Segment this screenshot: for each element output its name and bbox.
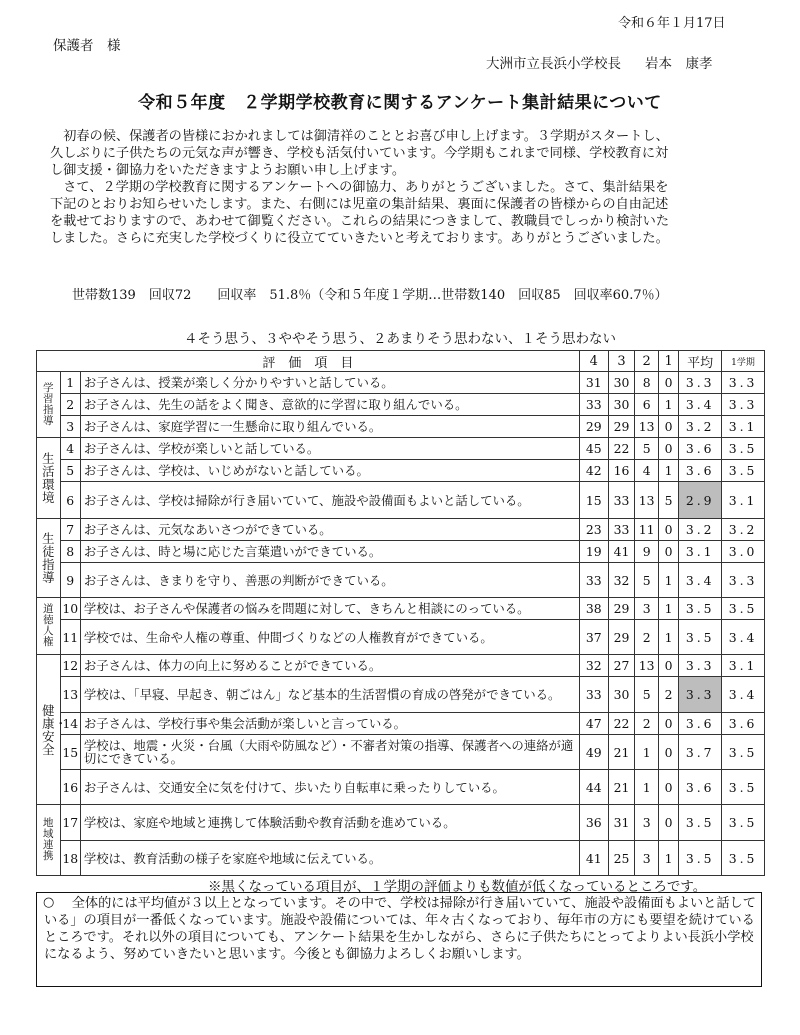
count-3: 29 (608, 598, 635, 620)
count-4: 41 (579, 841, 608, 876)
item-text: お子さんは、元気なあいさつができている。 (80, 519, 579, 541)
header-3: 3 (608, 351, 635, 372)
header-item: 評 価 項 目 (37, 351, 580, 372)
count-4: 47 (579, 713, 608, 735)
first-term-score: 3.5 (722, 841, 765, 876)
intro-line: 久しぶりに子供たちの元気な声が響き、学校も活気付いています。今学期もこれまで同様、学校教育に対 (50, 146, 669, 161)
average-score: 3.3 (679, 372, 722, 394)
average-score: 3.3 (679, 655, 722, 677)
table-row (37, 416, 765, 438)
count-3: 21 (608, 770, 635, 805)
item-number: 10 (60, 598, 80, 620)
rating-scale-legend: ４そう思う、３ややそう思う、２あまりそう思わない、１そう思わない (184, 331, 616, 347)
document-title: 令和５年度 ２学期学校教育に関するアンケート集計結果について (138, 93, 662, 113)
category-label: 健康・安全 (42, 702, 67, 757)
average-score: 3.3 (679, 677, 722, 713)
table-row (37, 655, 765, 677)
intro-line: しました。さらに充実した学校づくりに役立てていきたいと考えております。ありがとうございました。 (50, 231, 669, 246)
count-1: 5 (658, 482, 678, 519)
count-4: 38 (579, 598, 608, 620)
header-1: 1 (658, 351, 678, 372)
item-text: お子さんは、きまりを守り、善悪の判断ができている。 (80, 563, 579, 598)
count-4: 29 (579, 416, 608, 438)
first-term-score: 3.0 (722, 541, 765, 563)
category-cell (37, 438, 61, 519)
table-row (37, 770, 765, 805)
count-1: 0 (658, 655, 678, 677)
count-2: 2 (635, 713, 659, 735)
item-text: 学校は、家庭や地域と連携して体験活動や教育活動を進めている。 (80, 805, 579, 841)
first-term-score: 3.1 (722, 655, 765, 677)
average-score: 3.5 (679, 841, 722, 876)
first-term-score: 3.4 (722, 677, 765, 713)
count-2: 5 (635, 563, 659, 598)
category-label: 地域連携 (43, 817, 54, 862)
item-number: 6 (60, 482, 80, 519)
item-text: お子さんは、学校は掃除が行き届いていて、施設や設備面もよいと話している。 (80, 482, 579, 519)
item-text: お子さんは、学校行事や集会活動が楽しいと言っている。 (80, 713, 579, 735)
count-2: 2 (635, 620, 659, 655)
intro-line: を載せておりますので、あわせて御覧ください。これらの結果につきまして、教職員でしっかり検討いた (50, 214, 670, 229)
first-term-score: 3.1 (722, 482, 765, 519)
header-4: 4 (579, 351, 608, 372)
count-1: 0 (658, 713, 678, 735)
count-4: 23 (579, 519, 608, 541)
header-2: 2 (635, 351, 659, 372)
item-text: 学校は、「早寝、早起き、朝ごはん」など基本的生活習慣の育成の啓発ができている。 (80, 677, 579, 713)
count-2: 3 (635, 841, 659, 876)
count-2: 13 (635, 416, 659, 438)
item-text: お子さんは、先生の話をよく聞き、意欲的に学習に取り組んでいる。 (80, 394, 579, 416)
count-1: 1 (658, 598, 678, 620)
count-4: 37 (579, 620, 608, 655)
survey-results-table (36, 350, 765, 876)
average-score: 3.6 (679, 438, 722, 460)
count-1: 0 (658, 416, 678, 438)
summary-bullet: ○ (43, 895, 55, 910)
average-score: 3.2 (679, 416, 722, 438)
count-2: 11 (635, 519, 659, 541)
count-3: 27 (608, 655, 635, 677)
count-4: 33 (579, 563, 608, 598)
item-number: 12 (60, 655, 80, 677)
count-1: 1 (658, 394, 678, 416)
count-3: 30 (608, 372, 635, 394)
summary-text: 全体的には平均値が３以上となっています。その中で、学校は掃除が行き届いていて、施設や設備面もよいと話している」の項目が一番低くなっています。施設や設備については、年々古くなっており、毎年市の方にも要望を続けているところです。それ以外の項目についても、アンケート結果を生かしながら、さらに子供たちにとってよりよい長浜小学校になるよう、努めていきたいと思います。今後とも御協力よろしくお願いします。 (44, 896, 756, 962)
first-term-score: 3.5 (722, 438, 765, 460)
count-1: 0 (658, 770, 678, 805)
count-3: 25 (608, 841, 635, 876)
count-2: 3 (635, 598, 659, 620)
first-term-score: 3.5 (722, 735, 765, 770)
item-number: 3 (60, 416, 80, 438)
item-text: お子さんは、体力の向上に努めることができている。 (80, 655, 579, 677)
count-3: 29 (608, 620, 635, 655)
count-4: 33 (579, 677, 608, 713)
count-1: 0 (658, 735, 678, 770)
sender-organization: 大洲市立長浜小学校長 (486, 56, 621, 72)
count-2: 13 (635, 482, 659, 519)
item-number: 1 (60, 372, 80, 394)
category-label: 学習指導 (43, 381, 54, 427)
average-score: 3.6 (679, 770, 722, 805)
count-2: 13 (635, 655, 659, 677)
count-3: 32 (608, 563, 635, 598)
first-term-score: 3.3 (722, 372, 765, 394)
average-score: 3.5 (679, 805, 722, 841)
count-4: 19 (579, 541, 608, 563)
category-label: 生徒指導 (42, 531, 55, 585)
count-1: 1 (658, 841, 678, 876)
table-row (37, 620, 765, 655)
count-3: 31 (608, 805, 635, 841)
average-score: 3.6 (679, 713, 722, 735)
average-score: 3.4 (679, 394, 722, 416)
count-4: 44 (579, 770, 608, 805)
first-term-score: 3.5 (722, 770, 765, 805)
intro-line: し御支援・御協力をいただきますようお願い申し上げます。 (50, 163, 406, 178)
category-cell (37, 519, 61, 598)
count-3: 33 (608, 482, 635, 519)
first-term-score: 3.4 (722, 620, 765, 655)
count-2: 1 (635, 735, 659, 770)
count-4: 32 (579, 655, 608, 677)
first-term-score: 3.2 (722, 519, 765, 541)
first-term-score: 3.3 (722, 394, 765, 416)
intro-text (50, 128, 750, 247)
count-3: 30 (608, 677, 635, 713)
count-4: 36 (579, 805, 608, 841)
count-4: 15 (579, 482, 608, 519)
table-row (37, 438, 765, 460)
average-score: 3.4 (679, 563, 722, 598)
count-2: 5 (635, 677, 659, 713)
first-term-score: 3.3 (722, 563, 765, 598)
count-1: 1 (658, 563, 678, 598)
item-number: 17 (60, 805, 80, 841)
item-text: お子さんは、家庭学習に一生懸命に取り組んでいる。 (80, 416, 579, 438)
item-number: 11 (60, 620, 80, 655)
category-cell (37, 598, 61, 655)
average-score: 3.2 (679, 519, 722, 541)
count-1: 0 (658, 805, 678, 841)
table-row (37, 394, 765, 416)
table-row (37, 841, 765, 876)
item-number: 9 (60, 563, 80, 598)
table-row (37, 713, 765, 735)
count-3: 30 (608, 394, 635, 416)
item-number: 4 (60, 438, 80, 460)
item-number: 15 (60, 735, 80, 770)
first-term-score: 3.5 (722, 598, 765, 620)
table-row (37, 805, 765, 841)
average-score: 3.6 (679, 460, 722, 482)
table-row (37, 372, 765, 394)
count-3: 22 (608, 438, 635, 460)
intro-line: 下記のとおりお知らせいたします。また、右側には児童の集計結果、裏面に保護者の皆様からの自由記述 (50, 197, 669, 212)
item-number: 13 (60, 677, 80, 713)
item-number: 7 (60, 519, 80, 541)
item-number: 8 (60, 541, 80, 563)
count-3: 16 (608, 460, 635, 482)
table-row (37, 541, 765, 563)
count-2: 8 (635, 372, 659, 394)
count-2: 9 (635, 541, 659, 563)
count-2: 1 (635, 770, 659, 805)
item-number: 2 (60, 394, 80, 416)
item-text: 学校は、地震・火災・台風（大雨や防風など）・不審者対策の指導、保護者への連絡が適切にできている。 (80, 735, 579, 770)
count-4: 31 (579, 372, 608, 394)
count-3: 29 (608, 416, 635, 438)
footnote: ※黒くなっている項目が、１学期の評価よりも数値が低くなっているところです。 (208, 879, 707, 895)
first-term-score: 3.5 (722, 805, 765, 841)
count-1: 1 (658, 460, 678, 482)
item-text: お子さんは、学校は、いじめがないと話している。 (80, 460, 579, 482)
recipient: 保護者 様 (53, 38, 121, 54)
sender (486, 52, 713, 72)
category-label: 生活環境 (42, 451, 55, 505)
table-row (37, 482, 765, 519)
count-4: 33 (579, 394, 608, 416)
count-3: 33 (608, 519, 635, 541)
average-score: 3.5 (679, 620, 722, 655)
item-text: 学校は、お子さんや保護者の悩みを問題に対して、きちんと相談にのっている。 (80, 598, 579, 620)
item-number: 14 (60, 713, 80, 735)
average-score: 3.5 (679, 598, 722, 620)
item-text: 学校は、教育活動の様子を家庭や地域に伝えている。 (80, 841, 579, 876)
count-2: 4 (635, 460, 659, 482)
count-1: 0 (658, 541, 678, 563)
table-row (37, 735, 765, 770)
table-header-row (37, 351, 765, 372)
count-2: 6 (635, 394, 659, 416)
count-1: 1 (658, 620, 678, 655)
item-text: お子さんは、交通安全に気を付けて、歩いたり自転車に乗ったりしている。 (80, 770, 579, 805)
item-text: お子さんは、授業が楽しく分かりやすいと話している。 (80, 372, 579, 394)
header-average: 平均 (679, 351, 722, 372)
document-date: 令和６年１月17日 (618, 16, 726, 31)
average-score: 2.9 (679, 482, 722, 519)
count-2: 5 (635, 438, 659, 460)
intro-line: さて、２学期の学校教育に関するアンケートへの御協力、ありがとうございました。さて、集計結果を (63, 180, 669, 195)
count-1: 2 (658, 677, 678, 713)
header-first-term: 1学期 (722, 351, 765, 372)
first-term-score: 3.1 (722, 416, 765, 438)
table-row (37, 460, 765, 482)
category-cell (37, 805, 61, 876)
sender-name: 岩本 康孝 (645, 56, 713, 72)
count-3: 21 (608, 735, 635, 770)
count-1: 0 (658, 519, 678, 541)
item-text: 学校では、生命や人権の尊重、仲間づくりなどの人権教育ができている。 (80, 620, 579, 655)
count-3: 41 (608, 541, 635, 563)
table-row (37, 519, 765, 541)
average-score: 3.1 (679, 541, 722, 563)
count-4: 42 (579, 460, 608, 482)
item-number: 16 (60, 770, 80, 805)
summary-box (36, 892, 762, 987)
table-row (37, 598, 765, 620)
count-1: 0 (658, 438, 678, 460)
first-term-score: 3.6 (722, 713, 765, 735)
item-text: お子さんは、時と場に応じた言葉遣いができている。 (80, 541, 579, 563)
category-cell (37, 655, 67, 805)
count-4: 49 (579, 735, 608, 770)
item-text: お子さんは、学校が楽しいと話している。 (80, 438, 579, 460)
table-row (37, 677, 765, 713)
count-2: 3 (635, 805, 659, 841)
table-row (37, 563, 765, 598)
intro-line: 初春の候、保護者の皆様におかれましては御清祥のこととお喜び申し上げます。３学期がスタートし、 (63, 129, 669, 144)
count-4: 45 (579, 438, 608, 460)
category-cell (37, 372, 61, 438)
first-term-score: 3.5 (722, 460, 765, 482)
count-1: 0 (658, 372, 678, 394)
average-score: 3.7 (679, 735, 722, 770)
count-3: 22 (608, 713, 635, 735)
item-number: 5 (60, 460, 80, 482)
item-number: 18 (60, 841, 80, 876)
category-label: 道徳人権 (43, 603, 54, 648)
response-stats: 世帯数139 回収72 回収率 51.8％（令和５年度１学期…世帯数140 回収85 回収率60.7％） (72, 288, 668, 303)
